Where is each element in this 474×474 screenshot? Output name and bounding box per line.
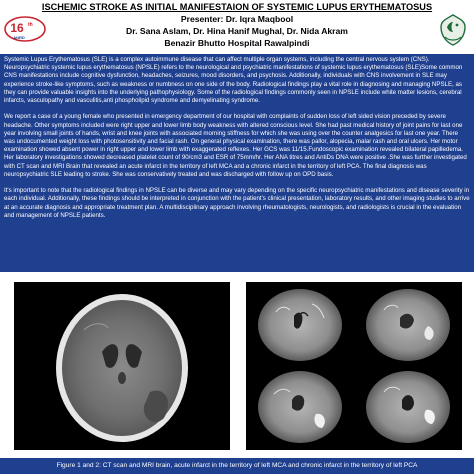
poster-body (0, 54, 474, 272)
figure-caption: Figure 1 and 2: CT scan and MRI brain, acute infarct in the territory of left MCA and chronic infarct in the territory of left PCA (0, 458, 474, 474)
conference-logo-word: ANRD (13, 35, 25, 40)
mri-scan-image (246, 282, 462, 450)
ct-scan-image (14, 282, 230, 450)
hospital-line: Benazir Bhutto Hospital Rawalpindi (164, 38, 310, 48)
poster-title: ISCHEMIC STROKE AS INITIAL MANIFESTAION OF SYSTEMIC LUPUS ERYTHEMATOSUS (41, 2, 433, 12)
conference-logo-suffix: th (28, 22, 33, 28)
case-paragraph: We report a case of a young female who presented in emergency department of our hospital with complaints of sudden loss of left sided vision preceded by severe headache. Other symptoms included were right upper and lower limb body weakness with altered conscious level. She had past medical history of joint pains for last one year involving small joints of hands, wrist and knee joints with associated morning stiffness for which she was using over the counter analgesics for last one year. There was undocumented weight loss with photosensitivity and facial rash. On general physical examination, there was pallor, alopecia, malar rash and oral ulcers. Her motor examination showed absent power in right upper and lower limb with exaggerated reflexes. Her GCS was 11/15.Fundoscopic examination revealed bilateral papilledema. Her laboratory investigations showed decreased platelet count of 90/cm3 and ESR of 75mm/hr. Her ANA titres and AntiDs DNA were positive .She was further investigated with CT scan and MRI Brain that revealed an acute infarct in the territory of left MCA and a chronic infarct in the territory of left PCA. The final diagnosis was neuropsychiatric SLE leading to stroke. She was conservatively treated and was discharged with follow up on OPD basis. (4, 113, 467, 178)
conclusion-paragraph: It's important to note that the radiological findings in NPSLE can be diverse and may vary depending on the specific neuropsychiatric manifestations and disease severity in each individual. Additionally, these findings should be interpreted in conjunction with the patient's clinical presentation, laboratory results, and other imaging studies to arrive at an accurate diagnosis and appropriate treatment plan. A multidisciplinary approach involving rheumatologists, neurologists, and radiologists is crucial in the evaluation and management of NPSLE patients. (4, 187, 470, 219)
authors-line: Dr. Sana Aslam, Dr. Hina Hanif Mughal, Dr. Nida Akram (126, 26, 348, 36)
conference-logo-number: 16 (10, 21, 24, 35)
emblem-logo (438, 13, 468, 47)
presenter-line: Presenter: Dr. Iqra Maqbool (180, 14, 294, 24)
poster-header (0, 0, 474, 52)
intro-paragraph: Systemic Lupus Erythematosus (SLE) is a complex autoimmune disease that can affect multiple organ systems, including the central nervous system (CNS). Neuropsychiatric systemic lupus erythematosus (NPSLE) refers to the neurological and psychiatric manifestations of systemic lupus erythematosus (SLE)Some common CNS manifestations include cognitive dysfunction, headaches, seizures, mood disorders, and psychosis. Additionally, individuals with CNS involvement in SLE may experience stroke-like symptoms, such as weakness or numbness on one side of the body. Radiological findings play a vital role in diagnosing and managing NPSLE, as they can provide valuable insights into the underlying pathophysiology. Some of the radiological findings commonly seen in NPSLE include white matter lesions, cerebral infarcts, vasculopathy and vasculitis,anti phospholipid syndrome and demyelinating syndrome. (4, 56, 463, 105)
figure-panel (0, 274, 474, 458)
